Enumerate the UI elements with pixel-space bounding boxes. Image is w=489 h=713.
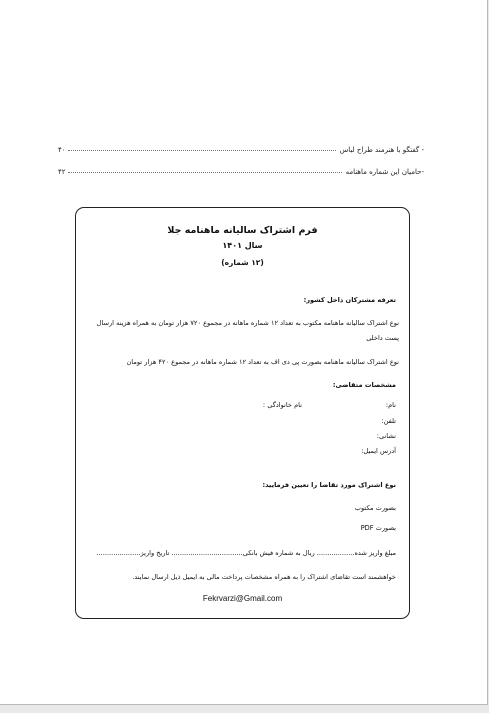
phone-field-label[interactable]: تلفن: [381, 417, 396, 425]
toc-entry-title: -حامیان این شماره ماهنامه [345, 168, 424, 176]
option-print-text: نوع اشتراک سالیانه ماهنامه مکتوب به تعداد ۱۲ شماره ماهانه در مجموع ۷۲۰ هزار تومان به همراه هزینه ارسال [96, 319, 399, 327]
type-print-option[interactable]: بصورت مکتوب [354, 504, 396, 512]
tariff-heading: تعرفه مشترکان داخل کشور: [303, 296, 396, 304]
toc-leader-dots [68, 172, 342, 173]
toc-entry[interactable] [58, 140, 424, 154]
toc-entry-page: ۴۲ [58, 168, 66, 176]
payment-line[interactable]: مبلغ واریز شده.................. ریال به شماره فیش بانکی.................................. تاریخ واریز..................... [96, 549, 396, 557]
toc-entry-title: - گفتگو با هنرمند طراح لباس [339, 146, 424, 154]
submission-note: خواهشمند است تقاضای اشتراک را به همراه مشخصات پرداخت مالی به ایمیل ذیل ارسال نمایند. [132, 573, 396, 581]
toc-leader-dots [68, 150, 336, 151]
form-title: فرم اشتراک سالیانه ماهنامه جلا [167, 225, 318, 236]
applicant-heading: مشخصات متقاضی: [332, 381, 396, 389]
option-print-text-cont: پست داخلی [366, 334, 399, 342]
toc-entry-page: ۴۰ [58, 146, 66, 154]
form-issues: (۱۲ شماره) [221, 258, 264, 267]
type-pdf-option[interactable]: بصورت PDF [360, 524, 396, 532]
type-heading: نوع اشتراک مورد تقاضا را تعیین فرمایید: [262, 481, 396, 489]
contact-email[interactable]: Fekrvarzi@Gmail.com [202, 594, 283, 603]
toc-entry[interactable] [58, 162, 424, 176]
address-field-label[interactable]: نشانی: [376, 432, 396, 440]
email-field-label[interactable]: آدرس ایمیل: [361, 447, 396, 455]
option-pdf-text: نوع اشتراک سالیانه ماهنامه بصورت پی دی اف به تعداد ۱۲ شماره ماهانه در مجموع ۴۲۰ هزار تومان [126, 358, 399, 366]
family-field-label[interactable]: نام خانوادگی : [262, 401, 302, 409]
subscription-form [75, 207, 410, 619]
form-year: سال ۱۴۰۱ [222, 241, 263, 250]
name-field-label[interactable]: نام: [385, 401, 396, 409]
